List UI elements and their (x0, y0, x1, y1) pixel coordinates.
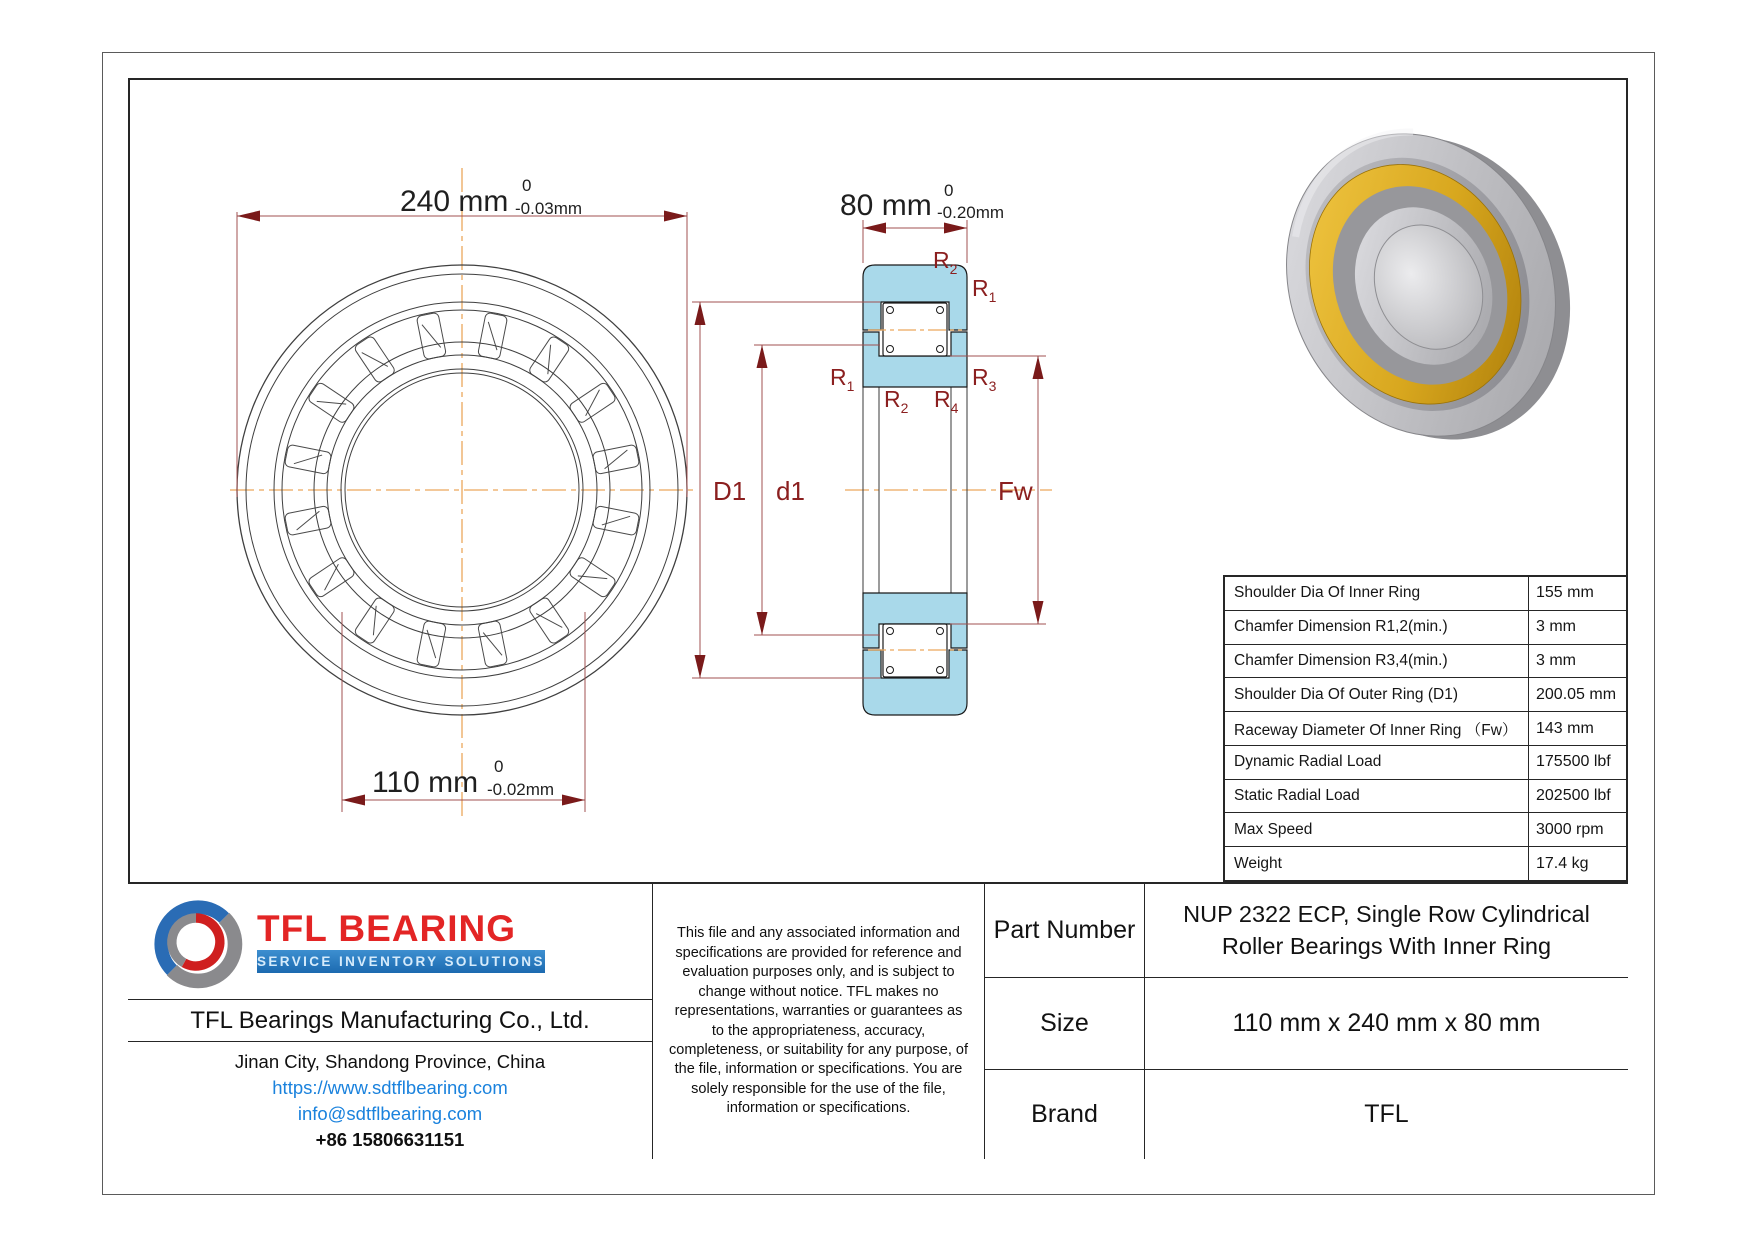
spec-label: Chamfer Dimension R3,4(min.) (1225, 645, 1529, 678)
table-row (1225, 780, 1626, 814)
table-row (1225, 712, 1626, 746)
front-view-drawing (230, 168, 695, 818)
spec-value: 175500 lbf (1536, 753, 1611, 771)
table-row (1225, 847, 1626, 880)
dimension-bore-diameter (342, 612, 585, 812)
contact-cell (128, 1042, 653, 1159)
spec-value: 3000 rpm (1536, 820, 1604, 838)
logo-cell (128, 884, 653, 1000)
company-address: Jinan City, Shandong Province, China (234, 1050, 546, 1072)
logo-texts (257, 910, 545, 973)
part-number-value: NUP 2322 ECP, Single Row Cylindrical Roller Bearings With Inner Ring (1145, 884, 1628, 978)
spec-table (1223, 575, 1628, 882)
table-row (1225, 645, 1626, 679)
spec-value: 200.05 mm (1536, 685, 1617, 703)
spec-value: 155 mm (1536, 584, 1594, 602)
dim-80-tol-upper: 0 (944, 181, 954, 200)
company-phone: +86 15806631151 (315, 1128, 465, 1150)
logo-tagline: SERVICE INVENTORY SOLUTIONS (257, 950, 545, 973)
size-value: 110 mm x 240 mm x 80 mm (1145, 978, 1628, 1070)
spec-value: 3 mm (1536, 618, 1576, 636)
dim-110-tol-lower: -0.02mm (487, 780, 555, 799)
label-R2-below-left: $R_2$ (884, 386, 909, 416)
logo-brand-text: TFL BEARING (257, 908, 517, 949)
tfl-logo-icon (148, 894, 244, 990)
dimension-width (840, 181, 1004, 263)
company-website-link[interactable]: https://www.sdtflbearing.com (272, 1076, 508, 1098)
dim-240-value: 240 mm (400, 185, 509, 218)
brand-label: Brand (985, 1070, 1145, 1159)
dim-80-value: 80 mm (840, 189, 932, 222)
label-R2-top: $R_2$ (933, 247, 958, 277)
spec-label: Shoulder Dia Of Outer Ring (D1) (1225, 678, 1529, 711)
label-R4-below-right: $R_4$ (934, 386, 959, 416)
label-D1: D1 (713, 476, 747, 506)
spec-label: Raceway Diameter Of Inner Ring （Fw） (1225, 712, 1529, 745)
spec-label: Static Radial Load (1225, 780, 1529, 813)
spec-value: 143 mm (1536, 719, 1594, 737)
label-R3-right: $R_3$ (972, 364, 997, 394)
dim-240-tol-lower: -0.03mm (515, 199, 583, 218)
dim-240-tol-upper: 0 (522, 176, 532, 195)
table-row (1225, 577, 1626, 611)
company-name: TFL Bearings Manufacturing Co., Ltd. (128, 1000, 653, 1042)
label-R1-left: $R_1$ (830, 364, 855, 394)
spec-label: Weight (1225, 847, 1529, 880)
bearing-3d-render (1239, 86, 1617, 488)
part-number-label: Part Number (985, 884, 1145, 978)
spec-label: Max Speed (1225, 813, 1529, 846)
table-row (1225, 813, 1626, 847)
title-block (128, 882, 1628, 1157)
table-row (1225, 611, 1626, 645)
spec-label: Chamfer Dimension R1,2(min.) (1225, 611, 1529, 644)
label-Fw: Fw (998, 476, 1033, 506)
disclaimer-text: This file and any associated information and specifications are provided for reference and evaluation purposes only, and is subject to change without notice. TFL makes no representations, warranties or guarantees as to the appropriateness, accuracy, completeness, or suitability for any purpose, of the file, information or specifications. You are solely responsible for the use of the file, information or specifications. (653, 884, 985, 1159)
spec-label: Dynamic Radial Load (1225, 746, 1529, 779)
spec-value: 3 mm (1536, 651, 1576, 669)
spec-label: Shoulder Dia Of Inner Ring (1225, 577, 1529, 610)
spec-value: 202500 lbf (1536, 787, 1611, 805)
label-d1: d1 (776, 476, 805, 506)
dim-80-tol-lower: -0.20mm (937, 203, 1005, 222)
label-R1-top-right: $R_1$ (972, 275, 997, 305)
dim-110-tol-upper: 0 (494, 757, 504, 776)
dim-110-value: 110 mm (372, 766, 479, 799)
table-row (1225, 746, 1626, 780)
company-email-link[interactable]: info@sdtflbearing.com (297, 1102, 483, 1124)
size-label: Size (985, 978, 1145, 1070)
spec-value: 17.4 kg (1536, 854, 1589, 872)
brand-value: TFL (1364, 1099, 1409, 1128)
table-row (1225, 678, 1626, 712)
